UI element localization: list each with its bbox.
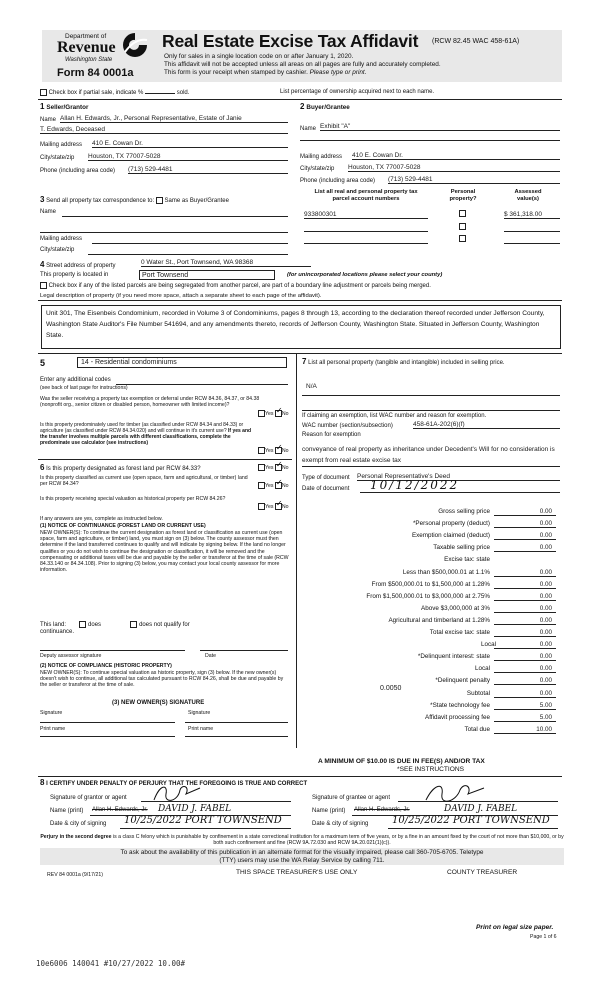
s6q2-yes-label: Yes	[265, 482, 274, 489]
personal-property-checkbox-2[interactable]	[459, 223, 466, 230]
reason-label: Reason for exemption	[302, 432, 361, 438]
seller-heading-text: Seller/Grantor	[46, 104, 89, 111]
tax-row-label: Total due	[464, 725, 490, 733]
tax-row-label: *Personal property (deduct)	[412, 520, 490, 528]
tax-row-value[interactable]: 5.00	[539, 701, 552, 709]
section4-num: 4	[40, 260, 45, 269]
s6q3-no-label: No	[281, 503, 289, 510]
tax-row-value[interactable]: 0.00	[539, 629, 552, 636]
section3-num: 3	[40, 195, 45, 204]
date-doc-label: Date of document	[302, 486, 350, 492]
section6-q3-answer	[258, 503, 289, 510]
s6q3-yes-checkbox[interactable]	[258, 503, 265, 510]
section3-text: Send all property tax correspondence to:	[46, 198, 155, 204]
tax-row-value[interactable]: 0.00	[539, 653, 552, 661]
tax-row-value[interactable]: 0.00	[539, 677, 552, 685]
form-number: Form 84 0001a	[57, 67, 134, 79]
grantor-date-city[interactable]: 10/25/2022 PORT TOWNSEND	[124, 815, 282, 826]
partial-sale-checkbox[interactable]	[40, 89, 47, 96]
section5-q2-text: Is this property predominately used for timber (as classified under RCW 84.34 and 84.33) or agriculture (as classified under RCW 84.34.020) and will continue in it's current use?	[40, 422, 244, 434]
tax-row-label: Taxable selling price	[433, 544, 490, 552]
assessed-value[interactable]: $ 361,318.00	[504, 211, 560, 219]
grantee-struck-name: Allan H. Edwards, Jr.	[354, 807, 410, 813]
buyer-city-label: City/state/zip	[300, 166, 335, 172]
document-type[interactable]: Personal Representative's Deed	[357, 473, 560, 481]
form-title: Real Estate Excise Tax Affidavit	[162, 31, 419, 51]
buyer-heading-text: Buyer/Grantee	[306, 104, 350, 111]
tax-row-label: Excise tax: state	[444, 556, 490, 564]
accessibility-line2: (TTY) users may use the WA Relay Service by calling 711.	[219, 857, 385, 864]
does-checkbox[interactable]	[79, 621, 86, 628]
legal-paper: Print on legal size paper.	[476, 924, 554, 931]
header-note3-text: This form is your receipt when stamped by cashier.	[164, 69, 308, 76]
tax-row-label: Less than $500,000.01 at 1.1%	[402, 568, 490, 576]
section5-q1: Was the seller receiving a property tax exemption or deferral under RCW 84.36, 84.37, or 84.38 (nonprofit org., senior citizen or disabled person, homeowner with limited income)?	[40, 396, 260, 409]
owner-sig-label-1: Signature	[40, 710, 63, 716]
does-not-label: does not qualify for	[139, 622, 190, 629]
perjury-text: is a class C felony which is punishable by confinement in a state correctional institution for a maximum term of five years, or by a fine in an amount fixed by the court of not more than $10,000, or by both such confinement and fine (RCW 9A.72.030 and RCW 9A.20.021(1)(c)).	[112, 834, 564, 847]
same-as-buyer-checkbox[interactable]	[156, 197, 163, 204]
tax-row-label: Affidavit processing fee	[425, 713, 490, 721]
tax-row-label: *Delinquent penalty	[435, 677, 490, 685]
grantee-sig-label: Signature of grantee or agent	[312, 795, 391, 801]
s6q3-no-checkbox[interactable]	[275, 503, 282, 510]
section3-name-label: Name	[40, 209, 57, 215]
section6-q1-answer	[258, 464, 289, 471]
grantor-sig-label: Signature of grantor or agent	[50, 795, 127, 801]
tax-row-label: Agricultural and timberland at 1.28%	[388, 616, 490, 624]
seller-city[interactable]: Houston, TX 77007-5028	[88, 153, 288, 161]
personal-col-line1: Personal	[450, 189, 476, 195]
s6q2-no-checkbox[interactable]	[275, 482, 282, 489]
perjury-note	[40, 834, 564, 846]
deputy-label: Deputy assessor signature	[40, 653, 102, 659]
grantor-date-label: Date & city of signing	[50, 821, 107, 827]
section6-q2-answer	[258, 482, 289, 489]
tax-row-value[interactable]: 0.00	[539, 508, 552, 515]
q2-yes-label: Yes	[265, 447, 274, 454]
section6-num: 6	[40, 463, 45, 472]
section5-code-select[interactable]: 14 - Residential condominiums	[77, 357, 287, 368]
segregated-checkbox[interactable]	[40, 282, 47, 289]
additional-codes-label: Enter any additional codes	[40, 377, 111, 383]
partial-sale-label: Check box if partial sale, indicate %	[48, 90, 144, 97]
this-land-row	[40, 621, 290, 629]
grantor-struck-name: Allan H. Edwards, Jr.	[92, 807, 148, 813]
header-note3-em: Please type or print.	[309, 69, 367, 76]
tax-row-value[interactable]: 0.00	[539, 544, 552, 552]
owner-print-label-2: Print name	[188, 726, 214, 732]
seller-name-label: Name	[40, 117, 57, 123]
buyer-mailing[interactable]: 410 E. Cowan Dr.	[352, 152, 560, 160]
section5-q2-answer	[258, 447, 289, 454]
perjury-bold: Perjury in the second degree	[40, 834, 112, 840]
accessibility-line1: To ask about the availability of this publication in an alternate format for the visually impaired, please call 360-705-6705. Teletype	[120, 849, 484, 856]
buyer-name-label: Name	[300, 126, 317, 132]
exemption-reason[interactable]: conveyance of real property as inheritance under Decedent's Will for no consideration is exempt from real estate excise tax	[302, 444, 560, 467]
seller-name-line1[interactable]: Allan H. Edwards, Jr., Personal Representative, Estate of Janie	[60, 115, 288, 123]
buyer-num: 2	[300, 102, 305, 111]
q1-yes-label: Yes	[265, 410, 274, 417]
tax-row-label: Above $3,000,000 at 3%	[421, 604, 490, 612]
grantee-date-city[interactable]: 10/25/2022 PORT TOWNSEND	[392, 815, 550, 826]
located-label: This property is located in	[40, 272, 109, 278]
grantee-name-label: Name (print)	[312, 808, 346, 814]
s6q2-yes-checkbox[interactable]	[258, 482, 265, 489]
page-number: Page 1 of 6	[530, 934, 557, 940]
section3-city-label: City/state/zip	[40, 247, 75, 253]
tax-row-value[interactable]: 10.00	[536, 725, 552, 733]
segregated-row	[40, 282, 564, 290]
tax-row-value[interactable]: 0.00	[539, 689, 552, 697]
section5-q2-bold: If yes and the transfer involves multiple parcels with different classifications, complete the predominate use calculator (see instructions)	[40, 428, 252, 446]
grantee-signature[interactable]	[420, 780, 490, 804]
notice2-text: NEW OWNER(S): To continue special valuation as historic property, sign (3) below. If the new owner(s) doesn't wish to continue, all additional tax calculated pursuant to RCW 84.26, shall be due and payable by the seller or transferor at the time of sale.	[40, 670, 284, 689]
new-owner-sig-heading: (3) NEW OWNER(S) SIGNATURE	[112, 700, 205, 706]
header-note3	[164, 69, 366, 76]
segregated-label: Check box if any of the listed parcels are being segregated from another parcel, are part of a boundary line adjustment or parcels being merged.	[48, 283, 431, 290]
tax-row-label: Total excise tax: state	[429, 629, 490, 636]
street-label: Street address of property	[46, 263, 116, 269]
grantee-printed-name[interactable]: DAVID J. FABEL	[444, 804, 518, 814]
grantor-name-label: Name (print)	[50, 808, 84, 814]
section6-q1	[40, 464, 260, 473]
this-land-label: This land:	[40, 622, 67, 629]
tax-row-value[interactable]: 0.00	[539, 532, 552, 540]
q1-no-label: No	[281, 410, 289, 417]
header-note1: Only for sales in a single location code on or after January 1, 2020.	[164, 53, 354, 60]
section7-text	[302, 358, 560, 367]
q2-no-checkbox[interactable]	[275, 447, 282, 454]
s6q2-no-label: No	[281, 482, 289, 489]
certify-text: I CERTIFY UNDER PENALTY OF PERJURY THAT THE FOREGOING IS TRUE AND CORRECT	[46, 781, 308, 787]
tax-row-value[interactable]: 5.00	[539, 713, 552, 721]
if-yes-note: If any answers are yes, complete as instructed below.	[40, 516, 163, 522]
wac-number[interactable]: 458-61A-202(6)(f)	[413, 421, 560, 429]
assessed-col-header	[498, 189, 558, 203]
seller-phone-label: Phone (including area code)	[40, 168, 116, 174]
section6-q3: Is this property receiving special valuation as historical property per RCW 84.26?	[40, 496, 226, 502]
section5-num: 5	[40, 358, 46, 368]
grantor-signature[interactable]	[150, 782, 210, 804]
s6q1-no-label: No	[281, 464, 289, 471]
parcel-col-line1: List all real and personal property tax	[314, 189, 418, 195]
personal-property-checkbox-3[interactable]	[459, 235, 466, 242]
seller-mailing-label: Mailing address	[40, 142, 83, 148]
buyer-mailing-label: Mailing address	[300, 154, 343, 160]
q1-yes-checkbox[interactable]	[258, 410, 265, 417]
personal-col-header	[440, 189, 486, 203]
section5-q2	[40, 422, 252, 446]
owner-sig-label-2: Signature	[188, 710, 211, 716]
street-address[interactable]: 0 Water St., Port Townsend, WA 98368	[141, 259, 311, 267]
county-treasurer: COUNTY TREASURER	[447, 869, 518, 876]
section6-q1-text: Is this property designated as forest land per RCW 84.33?	[46, 466, 201, 472]
notice1-heading: (1) NOTICE OF CONTINUANCE (FOREST LAND OR CURRENT USE)	[40, 523, 206, 529]
continuance-label: continuance.	[40, 629, 75, 635]
tax-row-label: Exemption claimed (deduct)	[411, 532, 490, 540]
s6q3-yes-label: Yes	[265, 503, 274, 510]
minimum-note: A MINIMUM OF $10.00 IS DUE IN FEE(S) AND/OR TAX	[318, 758, 485, 765]
assessed-col-line2: value(s)	[517, 196, 539, 202]
s6q1-no-checkbox[interactable]	[275, 464, 282, 471]
dor-logo	[55, 31, 153, 81]
tax-row-value[interactable]: 0.00	[539, 580, 552, 588]
personal-col-line2: property?	[449, 196, 477, 202]
section7-text-label: List all personal property (tangible and intangible) included in selling price.	[308, 360, 505, 366]
buyer-phone-label: Phone (including area code)	[300, 178, 376, 184]
unincorp-note: (for unincorporated locations please select your county)	[287, 272, 443, 278]
tax-row-value[interactable]: 0.00	[539, 520, 552, 528]
tax-row-value[interactable]: 0.00	[539, 568, 552, 576]
does-label: does	[88, 622, 102, 629]
personal-property-value[interactable]: N/A	[306, 383, 317, 390]
sold-label: sold.	[176, 90, 190, 97]
tax-row-value[interactable]: 0.00	[539, 641, 552, 649]
same-as-buyer-label: Same as Buyer/Grantee	[164, 198, 229, 204]
claim-label: If claiming an exemption, list WAC number and reason for exemption.	[302, 413, 487, 419]
tax-row-value[interactable]: 0.00	[539, 592, 552, 600]
buyer-heading	[300, 103, 350, 112]
tax-row-label: Local	[480, 641, 496, 649]
parcel-col-line2: parcel account numbers	[332, 196, 400, 202]
q2-no-label: No	[281, 447, 289, 454]
legal-label: Legal description of property (if you need more space, attach a separate sheet to each page of the affidavit).	[40, 293, 322, 299]
section3-mailing-label: Mailing address	[40, 236, 83, 242]
notice2-heading: (2) NOTICE OF COMPLIANCE (HISTORIC PROPERTY)	[40, 663, 172, 669]
tax-row-value[interactable]: 0.00	[539, 604, 552, 612]
see-back-note: (see back of last page for instructions)	[40, 385, 128, 391]
does-not-checkbox[interactable]	[130, 621, 137, 628]
seller-phone[interactable]: (713) 529-4481	[128, 166, 288, 174]
buyer-phone[interactable]: (713) 529-4481	[388, 176, 560, 184]
ownership-note: List percentage of ownership acquired next to each name.	[280, 89, 435, 95]
tax-row-label: Local	[474, 665, 490, 673]
grantor-printed-name[interactable]: DAVID J. FABEL	[158, 804, 232, 814]
assessed-col-line1: Assessed	[514, 189, 542, 195]
buyer-name[interactable]: Exhibit "A"	[320, 123, 560, 131]
parcel-col-header	[304, 189, 428, 203]
legal-description[interactable]: Unit 301, The Eisenbeis Condominium, recorded in Volume 3 of Condominiums, pages 8 through 13, according to the declaration thereof recorded under Jefferson County, Washington State Auditor's File Number 541694, and any amendments thereto, records of Jefferson County, Washington State. Situated in Jefferson County, Washington State.	[41, 305, 561, 349]
tax-row-label: *State technology fee	[430, 701, 490, 709]
rev-number: REV 84 0001a (9/17/21)	[47, 872, 103, 878]
deputy-date-label: Date	[205, 653, 216, 659]
seller-mailing[interactable]: 410 E. Cowan Dr.	[92, 140, 288, 148]
seller-heading	[40, 103, 88, 112]
treasurer-only: THIS SPACE TREASURER'S USE ONLY	[236, 869, 358, 876]
partial-sale	[40, 89, 189, 97]
tax-row-label: Gross selling price	[438, 508, 490, 515]
tax-row-label: From $500,000.01 to $1,500,000 at 1.28%	[371, 580, 490, 588]
wac-label: WAC number (section/subsection)	[302, 423, 393, 429]
form-rcw: (RCW 82.45 WAC 458-61A)	[432, 38, 520, 45]
seller-name-line2[interactable]: T. Edwards, Deceased	[40, 126, 288, 134]
owner-print-label-1: Print name	[40, 726, 66, 732]
q1-no-checkbox[interactable]	[275, 410, 282, 417]
local-rate[interactable]: 0.0050	[380, 685, 402, 692]
header-note2: This affidavit will not be accepted unless all areas on all pages are fully and accurately completed.	[164, 61, 441, 68]
parcel-number[interactable]: 933800301	[304, 211, 428, 219]
located-select[interactable]: Port Townsend	[139, 270, 275, 280]
receipt-stamp: 10e6006 140041 #10/27/2022 10.00#	[36, 959, 186, 968]
dept-line3: Washington State	[65, 57, 113, 63]
seller-city-label: City/state/zip	[40, 155, 75, 161]
section5-q1-answer	[258, 410, 289, 417]
q2-yes-checkbox[interactable]	[258, 447, 265, 454]
tax-row-label: Subtotal	[466, 689, 490, 697]
tax-row-label: *Delinquent interest: state	[417, 653, 490, 661]
seller-num: 1	[40, 102, 45, 111]
dor-logo-icon	[121, 32, 149, 58]
s6q1-yes-label: Yes	[265, 464, 274, 471]
notice1-text: NEW OWNER(S): To continue the current designation as forest land or classification as current use (open space, farm and agriculture, or timber) land, you must sign on (3) below. The county assessor must then determine if the land transferred continues to qualify and will indicate by signing below. If the land no longer qualifies or you do not wish to continue the designation or classification, it will be removed and the compensating or additional taxes will be due and payable by the seller or transferor at the time of sale (RCW 84.33.140 or 84.34.108). Prior to signing (3) below, you may contact your local county assessor for more information.	[40, 530, 289, 574]
type-label: Type of document	[302, 475, 350, 481]
s6q1-yes-checkbox[interactable]	[258, 464, 265, 471]
tax-row-value[interactable]: 0.00	[539, 665, 552, 673]
section7-num: 7	[302, 357, 307, 366]
dept-line2: Revenue	[57, 39, 116, 56]
document-date[interactable]: 10/12/2022	[360, 478, 560, 493]
buyer-city[interactable]: Houston, TX 77007-5028	[348, 164, 560, 172]
grantee-date-label: Date & city of signing	[312, 821, 369, 827]
see-instructions: *SEE INSTRUCTIONS	[397, 766, 465, 773]
section3-heading	[40, 196, 229, 205]
tax-row-label: From $1,500,000.01 to $3,000,000 at 2.75%	[366, 592, 490, 600]
section6-q2: Is this property classified as current use (open space, farm and agricultural, or timber) land per RCW 84.34?	[40, 475, 248, 488]
section4-street-row	[40, 261, 116, 270]
personal-property-checkbox-1[interactable]	[459, 210, 466, 217]
tax-row-value[interactable]: 0.00	[539, 616, 552, 624]
dept-line1: Department of	[65, 33, 107, 40]
section8-num: 8	[40, 778, 45, 787]
